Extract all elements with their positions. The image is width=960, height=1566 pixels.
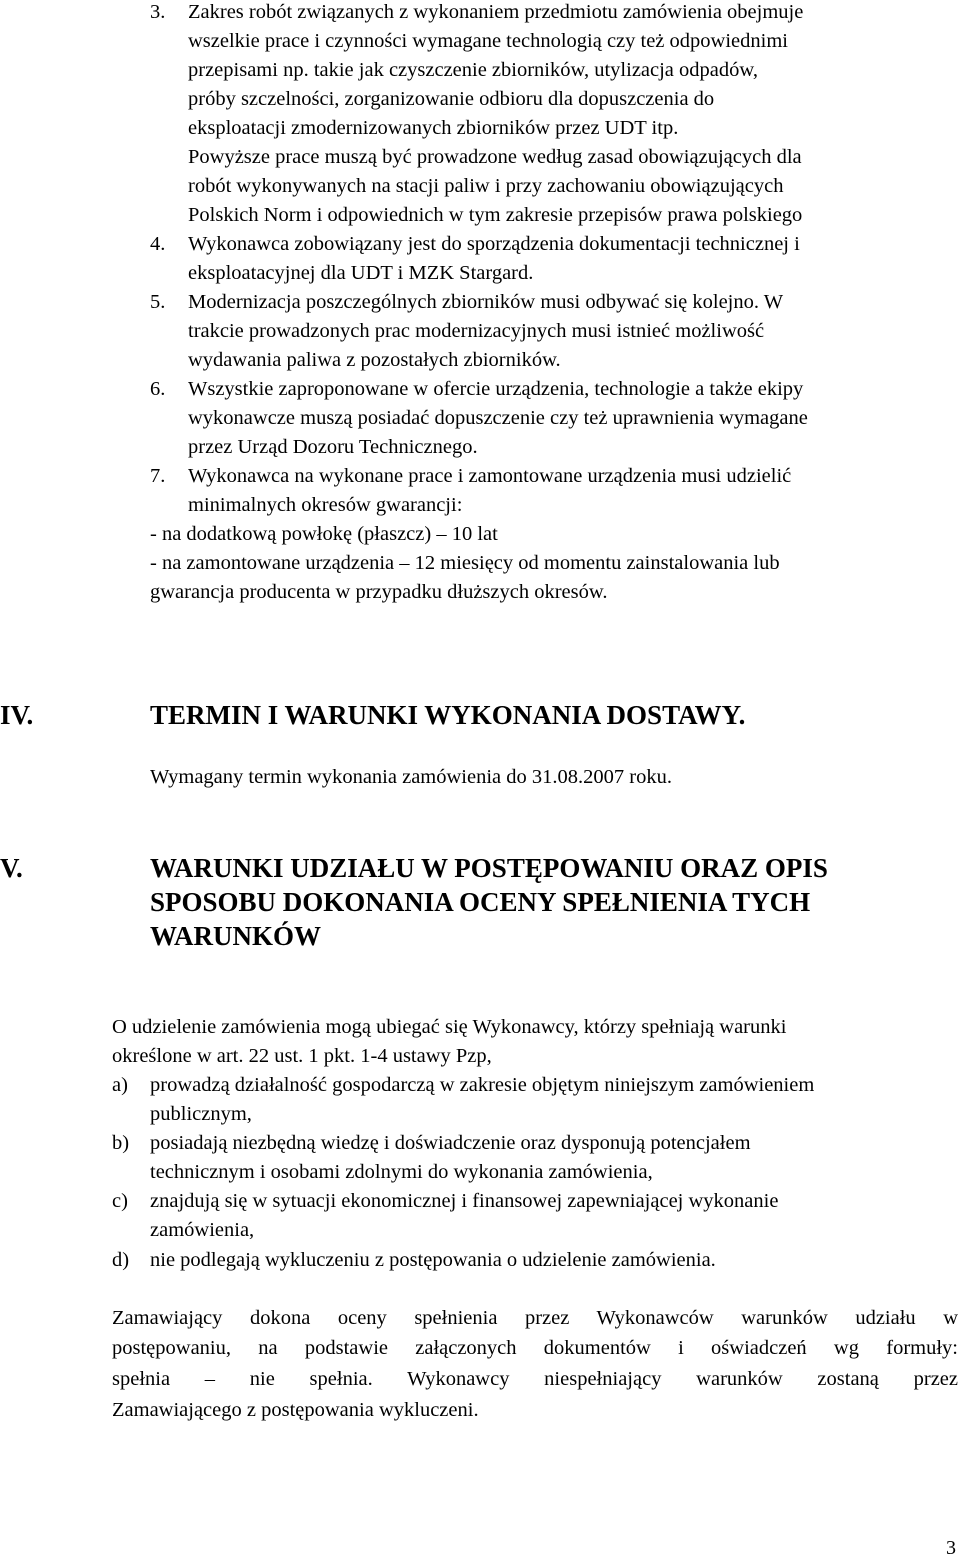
- list-item-line: prowadzą działalność gospodarczą w zakresie objętym niniejszym zamówieniem: [150, 1074, 815, 1096]
- list-item-line: znajdują się w sytuacji ekonomicznej i finansowej zapewniającej wykonanie: [150, 1190, 779, 1212]
- paragraph-line: Modernizacja poszczególnych zbiorników musi odbywać się kolejno. W: [188, 291, 784, 313]
- paragraph-line: wydawania paliwa z pozostałych zbiorników.: [188, 349, 561, 371]
- paragraph-line: próby szczelności, zorganizowanie odbioru dla dopuszczenia do: [188, 88, 715, 110]
- paragraph-line: wszelkie prace i czynności wymagane technologią czy też odpowiednimi: [188, 30, 788, 52]
- paragraph-line: Wykonawca zobowiązany jest do sporządzenia dokumentacji technicznej i: [188, 233, 800, 255]
- list-item-line: zamówienia,: [150, 1219, 255, 1241]
- closing-line: postępowaniu, na podstawie załączonych dokumentów i oświadczeń wg formuły:: [112, 1337, 958, 1359]
- list-marker-b: b): [112, 1132, 130, 1154]
- item-number-7: 7.: [150, 465, 166, 487]
- chapter-title-v: WARUNKI UDZIAŁU W POSTĘPOWANIU ORAZ OPIS: [150, 853, 828, 883]
- paragraph-line: przepisami np. takie jak czyszczenie zbiorników, utylizacja odpadów,: [188, 59, 758, 81]
- list-marker-a: a): [112, 1074, 128, 1096]
- list-item-line: nie podlegają wykluczeniu z postępowania o udzielenie zamówienia.: [150, 1249, 716, 1271]
- page-number: 3: [946, 1537, 956, 1559]
- intro-line: O udzielenie zamówienia mogą ubiegać się Wykonawcy, którzy spełniają warunki: [112, 1016, 787, 1038]
- chapter-title-iv: TERMIN I WARUNKI WYKONANIA DOSTAWY.: [150, 700, 746, 730]
- closing-line: spełnia – nie spełnia. Wykonawcy niespełniający warunków zostaną przez: [112, 1368, 958, 1390]
- chapter-number-v: V.: [0, 853, 23, 883]
- paragraph-line: trakcie prowadzonych prac modernizacyjnych musi istnieć możliwość: [188, 320, 765, 342]
- paragraph-line: eksploatacyjnej dla UDT i MZK Stargard.: [188, 262, 534, 284]
- paragraph-line: minimalnych okresów gwarancji:: [188, 494, 463, 516]
- chapter-title-v: WARUNKÓW: [150, 921, 322, 951]
- paragraph-line: robót wykonywanych na stacji paliw i przy zachowaniu obowiązujących: [188, 175, 784, 197]
- paragraph-line: gwarancja producenta w przypadku dłuższych okresów.: [150, 581, 608, 603]
- closing-line: Zamawiającego z postępowania wykluczeni.: [112, 1399, 479, 1421]
- paragraph-line: Zakres robót związanych z wykonaniem przedmiotu zamówienia obejmuje: [188, 1, 804, 23]
- paragraph-line: Wykonawca na wykonane prace i zamontowane urządzenia musi udzielić: [188, 465, 792, 487]
- paragraph-line: Powyższe prace muszą być prowadzone według zasad obowiązujących dla: [188, 146, 802, 168]
- paragraph-line: eksploatacji zmodernizowanych zbiorników przez UDT itp.: [188, 117, 679, 139]
- item-number-6: 6.: [150, 378, 166, 400]
- paragraph-line: Polskich Norm i odpowiednich w tym zakresie przepisów prawa polskiego: [188, 204, 803, 226]
- list-item-line: technicznym i osobami zdolnymi do wykonania zamówienia,: [150, 1161, 653, 1183]
- list-item-line: posiadają niezbędną wiedzę i doświadczenie oraz dysponują potencjałem: [150, 1132, 751, 1154]
- item-number-5: 5.: [150, 291, 166, 313]
- closing-line: Zamawiający dokona oceny spełnienia przez Wykonawców warunków udziału w: [112, 1307, 958, 1329]
- chapter-number-iv: IV.: [0, 700, 34, 730]
- intro-line: określone w art. 22 ust. 1 pkt. 1-4 ustawy Pzp,: [112, 1045, 492, 1067]
- paragraph-line: przez Urząd Dozoru Technicznego.: [188, 436, 478, 458]
- item-number-3: 3.: [150, 1, 166, 23]
- chapter-title-v: SPOSOBU DOKONANIA OCENY SPEŁNIENIA TYCH: [150, 887, 811, 917]
- item-number-4: 4.: [150, 233, 166, 255]
- paragraph-line: Wszystkie zaproponowane w ofercie urządzenia, technologie a także ekipy: [188, 378, 804, 400]
- list-marker-c: c): [112, 1190, 128, 1212]
- paragraph-line: wykonawcze muszą posiadać dopuszczenie czy też uprawnienia wymagane: [188, 407, 808, 429]
- paragraph-line: - na dodatkową powłokę (płaszcz) – 10 lat: [150, 523, 498, 545]
- chapter-body: Wymagany termin wykonania zamówienia do 31.08.2007 roku.: [150, 766, 672, 788]
- paragraph-line: - na zamontowane urządzenia – 12 miesięcy od momentu zainstalowania lub: [150, 552, 780, 574]
- list-marker-d: d): [112, 1249, 130, 1271]
- list-item-line: publicznym,: [150, 1103, 252, 1125]
